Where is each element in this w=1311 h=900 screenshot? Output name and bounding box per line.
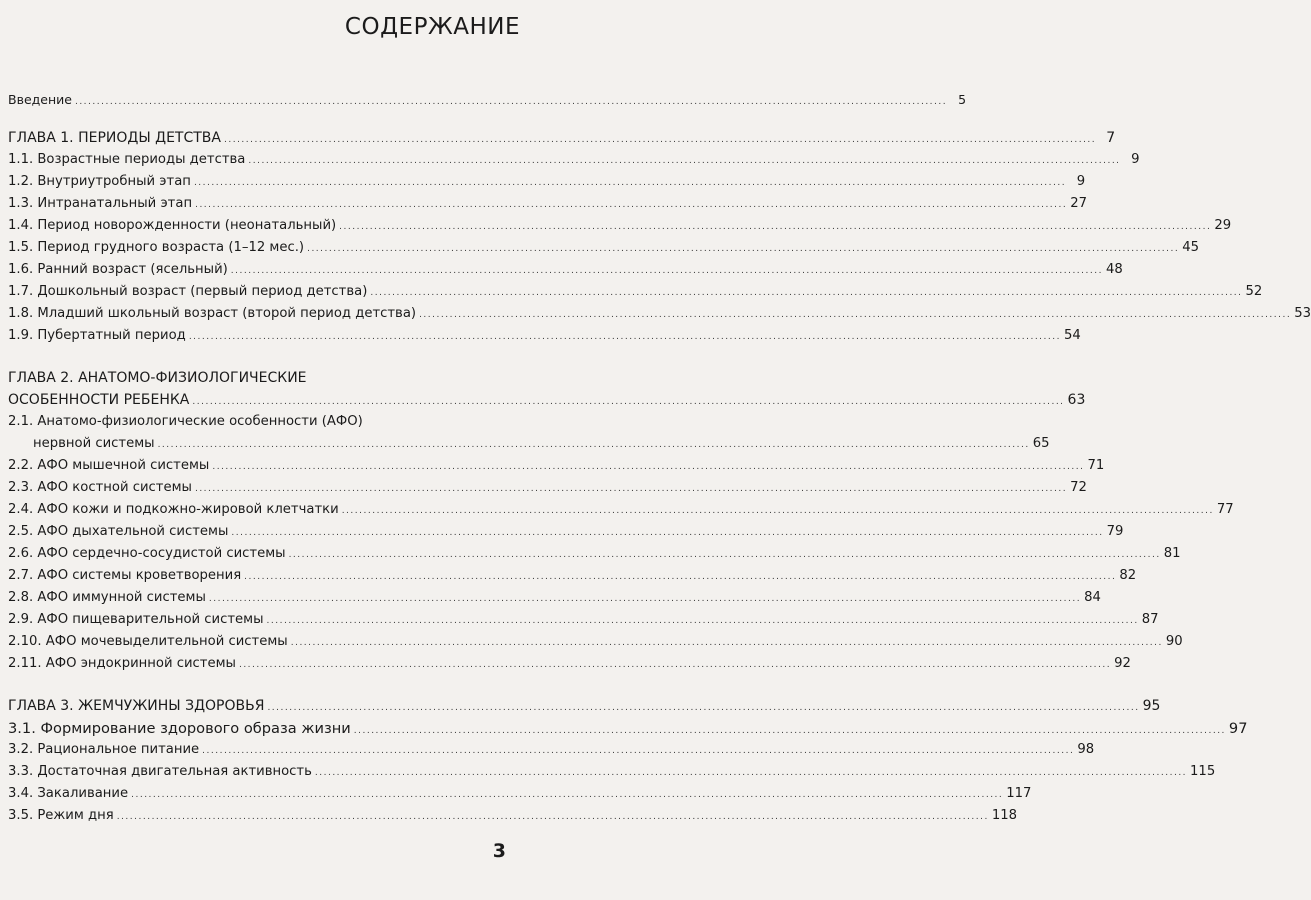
page-number: 3 <box>492 840 506 862</box>
leader-dots: ........................................................................................................................................................................................................ <box>223 135 1097 145</box>
toc-item: 1.6. Ранний возраст (ясельный) ........................................................................................................................................................................................................ 48 <box>8 262 1123 277</box>
leader-dots: ........................................................................................................................................................................................................ <box>370 288 1243 298</box>
leader-dots: ........................................................................................................................................................................................................ <box>307 244 1180 254</box>
leader-dots: ........................................................................................................................................................................................................ <box>266 616 1139 626</box>
toc-item: 1.5. Период грудного возраста (1–12 мес.) ........................................................................................................................................................................................................ 45 <box>8 240 1200 255</box>
toc-chapter-2: ОСОБЕННОСТИ РЕБЕНКА ........................................................................................................................................................................................................ 63 <box>8 392 1086 408</box>
leader-dots: ........................................................................................................................................................................................................ <box>208 594 1082 604</box>
toc-item: 2.4. АФО кожи и подкожно-жировой клетчатки ........................................................................................................................................................................................................ 77 <box>8 502 1234 517</box>
leader-dots: ........................................................................................................................................................................................................ <box>267 703 1140 713</box>
leader-dots: ........................................................................................................................................................................................................ <box>202 746 1075 756</box>
toc-item: 1.1. Возрастные периоды детства ........................................................................................................................................................................................................ 9 <box>8 152 1140 167</box>
toc-item: 1.3. Интранатальный этап ........................................................................................................................................................................................................ 27 <box>8 196 1088 211</box>
toc-item: 2.6. АФО сердечно-сосудистой системы ........................................................................................................................................................................................................ 81 <box>8 546 1181 561</box>
leader-dots: ........................................................................................................................................................................................................ <box>339 222 1212 232</box>
table-of-contents <box>8 92 1311 830</box>
toc-item: 2.3. АФО костной системы ........................................................................................................................................................................................................ 72 <box>8 480 1087 495</box>
leader-dots: ........................................................................................................................................................................................................ <box>288 550 1161 560</box>
leader-dots: ........................................................................................................................................................................................................ <box>248 156 1121 166</box>
leader-dots: ........................................................................................................................................................................................................ <box>193 178 1067 188</box>
leader-dots: ........................................................................................................................................................................................................ <box>238 660 1112 670</box>
leader-dots: ........................................................................................................................................................................................................ <box>290 638 1163 648</box>
toc-item: 2.5. АФО дыхательной системы ........................................................................................................................................................................................................ 79 <box>8 524 1124 539</box>
leader-dots: ........................................................................................................................................................................................................ <box>244 572 1117 582</box>
leader-dots: ........................................................................................................................................................................................................ <box>230 266 1103 276</box>
leader-dots: ........................................................................................................................................................................................................ <box>419 310 1292 320</box>
toc-item: 3.2. Рациональное питание ........................................................................................................................................................................................................ 98 <box>8 742 1095 757</box>
toc-item-line1: 2.1. Анатомо-физиологические особенности (АФО) <box>8 414 363 429</box>
toc-chapter-2-line1: ГЛАВА 2. АНАТОМО-ФИЗИОЛОГИЧЕСКИЕ <box>8 370 307 386</box>
toc-item: 2.7. АФО системы кроветворения ........................................................................................................................................................................................................ 82 <box>8 568 1137 583</box>
toc-item: 1.7. Дошкольный возраст (первый период детства) ........................................................................................................................................................................................................ 52 <box>8 284 1263 299</box>
leader-dots: ........................................................................................................................................................................................................ <box>188 332 1061 342</box>
toc-item: 3.5. Режим дня ........................................................................................................................................................................................................ 118 <box>8 808 1018 823</box>
toc-item: 2.11. АФО эндокринной системы ........................................................................................................................................................................................................ 92 <box>8 656 1131 671</box>
leader-dots: ........................................................................................................................................................................................................ <box>353 726 1226 736</box>
toc-item: 2.8. АФО иммунной системы ........................................................................................................................................................................................................ 84 <box>8 590 1101 605</box>
leader-dots: ........................................................................................................................................................................................................ <box>212 462 1085 472</box>
leader-dots: ........................................................................................................................................................................................................ <box>74 97 948 107</box>
toc-item: 1.2. Внутриутробный этап ........................................................................................................................................................................................................ 9 <box>8 174 1086 189</box>
toc-item: 3.3. Достаточная двигательная активность ........................................................................................................................................................................................................ 115 <box>8 764 1216 779</box>
toc-item: 1.9. Пубертатный период ........................................................................................................................................................................................................ 54 <box>8 328 1081 343</box>
toc-chapter-1: ГЛАВА 1. ПЕРИОДЫ ДЕТСТВА ........................................................................................................................................................................................................ 7 <box>8 130 1116 146</box>
toc-item: 1.8. Младший школьный возраст (второй период детства) ........................................................................................................................................................................................................ 53 <box>8 306 1311 321</box>
toc-item: 2.2. АФО мышечной системы ........................................................................................................................................................................................................ 71 <box>8 458 1105 473</box>
page-title: СОДЕРЖАНИЕ <box>344 14 520 40</box>
leader-dots: ........................................................................................................................................................................................................ <box>194 484 1068 494</box>
toc-item: 2.9. АФО пищеварительной системы ........................................................................................................................................................................................................ 87 <box>8 612 1159 627</box>
toc-item: 3.1. Формирование здорового образа жизни ........................................................................................................................................................................................................ 97 <box>8 720 1248 737</box>
toc-item: 3.4. Закаливание ........................................................................................................................................................................................................ 117 <box>8 786 1032 801</box>
leader-dots: ........................................................................................................................................................................................................ <box>116 812 989 822</box>
leader-dots: ........................................................................................................................................................................................................ <box>341 506 1214 516</box>
toc-item: 1.4. Период новорожденности (неонатальный) ........................................................................................................................................................................................................ 29 <box>8 218 1232 233</box>
leader-dots: ........................................................................................................................................................................................................ <box>157 440 1030 450</box>
toc-item: нервной системы ........................................................................................................................................................................................................ 65 <box>33 436 1050 451</box>
leader-dots: ........................................................................................................................................................................................................ <box>131 790 1004 800</box>
leader-dots: ........................................................................................................................................................................................................ <box>314 768 1188 778</box>
leader-dots: ........................................................................................................................................................................................................ <box>231 528 1104 538</box>
toc-entry-intro: Введение ........................................................................................................................................................................................................ 5 <box>8 92 967 107</box>
toc-chapter-3: ГЛАВА 3. ЖЕМЧУЖИНЫ ЗДОРОВЬЯ ........................................................................................................................................................................................................ 95 <box>8 698 1161 714</box>
leader-dots: ........................................................................................................................................................................................................ <box>195 200 1068 210</box>
leader-dots: ........................................................................................................................................................................................................ <box>192 397 1065 407</box>
toc-item: 2.10. АФО мочевыделительной системы ........................................................................................................................................................................................................ 90 <box>8 634 1183 649</box>
